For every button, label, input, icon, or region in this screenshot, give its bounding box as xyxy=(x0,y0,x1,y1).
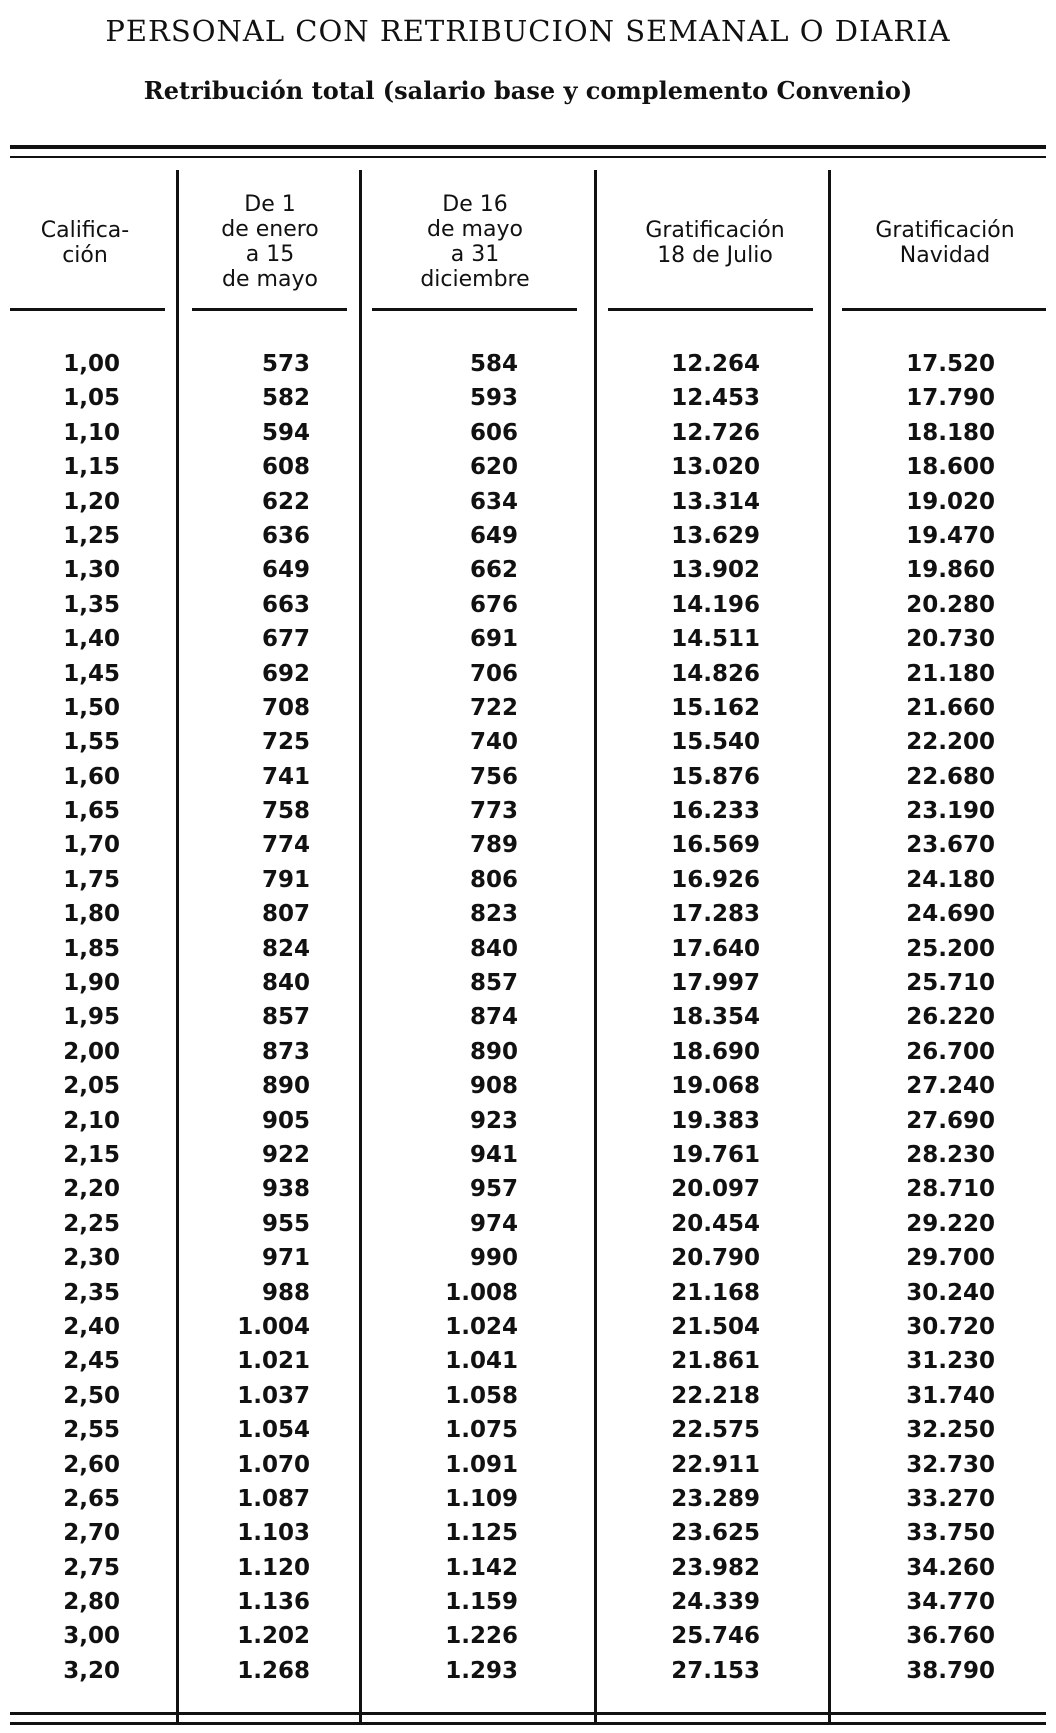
gratificacion-navidad-cell: 17.520 xyxy=(906,351,995,377)
gratificacion-navidad-cell: 24.690 xyxy=(906,901,995,928)
calificacion-cell: 1,70 xyxy=(63,832,120,859)
mayo-diciembre-cell: 789 xyxy=(469,832,518,859)
gratificacion-navidad-cell: 33.270 xyxy=(906,1485,995,1512)
calificacion-cell: 2,55 xyxy=(63,1417,120,1444)
gratificacion-navidad-cell: 22.200 xyxy=(906,729,995,756)
gratificacion-navidad-cell: 19.860 xyxy=(906,557,995,584)
gratificacion-navidad-cell: 25.710 xyxy=(906,970,995,997)
mayo-diciembre-cell: 1.142 xyxy=(445,1554,518,1581)
gratificacion-navidad-cell: 26.700 xyxy=(906,1038,995,1065)
gratificacion-julio-cell: 16.569 xyxy=(671,832,760,859)
table-row xyxy=(0,381,1056,415)
enero-mayo-cell: 774 xyxy=(261,832,310,859)
gratificacion-navidad-cell: 34.770 xyxy=(906,1589,995,1616)
enero-mayo-cell: 938 xyxy=(261,1176,310,1203)
mayo-diciembre-cell: 1.125 xyxy=(445,1520,518,1547)
table-row xyxy=(0,1585,1056,1619)
gratificacion-julio-cell: 19.068 xyxy=(671,1073,760,1100)
mayo-diciembre-cell: 806 xyxy=(469,866,518,893)
table-row xyxy=(0,1619,1056,1653)
mayo-diciembre-cell: 1.226 xyxy=(445,1623,518,1650)
mayo-diciembre-cell: 649 xyxy=(469,522,518,549)
gratificacion-navidad-cell: 26.220 xyxy=(906,1004,995,1031)
page-subtitle: Retribución total (salario base y complemento Convenio) xyxy=(143,76,913,105)
mayo-diciembre-cell: 1.075 xyxy=(445,1417,518,1444)
header-underline-col3 xyxy=(372,308,577,311)
enero-mayo-cell: 758 xyxy=(261,798,310,825)
enero-mayo-cell: 1.021 xyxy=(237,1348,310,1375)
enero-mayo-cell: 573 xyxy=(261,351,310,377)
calificacion-cell: 2,15 xyxy=(63,1141,120,1168)
mayo-diciembre-cell: 957 xyxy=(469,1176,518,1203)
gratificacion-navidad-cell: 32.250 xyxy=(906,1417,995,1444)
table-row xyxy=(0,1276,1056,1310)
enero-mayo-cell: 649 xyxy=(261,557,310,584)
table-row xyxy=(0,1000,1056,1034)
calificacion-cell: 1,95 xyxy=(63,1004,120,1031)
table-row xyxy=(0,1310,1056,1344)
calificacion-cell: 1,75 xyxy=(63,866,120,893)
calificacion-cell: 1,45 xyxy=(63,660,120,687)
mayo-diciembre-cell: 1.091 xyxy=(445,1451,518,1478)
gratificacion-julio-cell: 16.926 xyxy=(671,866,760,893)
enero-mayo-cell: 708 xyxy=(261,694,310,721)
table-row xyxy=(0,1448,1056,1482)
gratificacion-navidad-cell: 30.720 xyxy=(906,1313,995,1340)
calificacion-cell: 2,75 xyxy=(63,1554,120,1581)
mayo-diciembre-cell: 634 xyxy=(469,488,518,515)
table-row xyxy=(0,588,1056,622)
mayo-diciembre-cell: 941 xyxy=(469,1141,518,1168)
header-underline-col2 xyxy=(192,308,347,311)
table-row xyxy=(0,897,1056,931)
table-row xyxy=(0,553,1056,587)
gratificacion-navidad-cell: 19.020 xyxy=(906,488,995,515)
gratificacion-julio-cell: 13.020 xyxy=(671,454,760,481)
calificacion-cell: 1,20 xyxy=(63,488,120,515)
mayo-diciembre-cell: 584 xyxy=(469,351,518,377)
table-row xyxy=(0,519,1056,553)
gratificacion-julio-cell: 14.826 xyxy=(671,660,760,687)
gratificacion-julio-cell: 22.575 xyxy=(671,1417,760,1444)
table-row xyxy=(0,1482,1056,1516)
gratificacion-navidad-cell: 18.180 xyxy=(906,419,995,446)
mayo-diciembre-cell: 990 xyxy=(469,1245,518,1272)
enero-mayo-cell: 857 xyxy=(261,1004,310,1031)
enero-mayo-cell: 971 xyxy=(261,1245,310,1272)
enero-mayo-cell: 840 xyxy=(261,970,310,997)
enero-mayo-cell: 1.087 xyxy=(237,1485,310,1512)
mayo-diciembre-cell: 676 xyxy=(469,591,518,618)
enero-mayo-cell: 905 xyxy=(261,1107,310,1134)
table-row xyxy=(0,1413,1056,1447)
table-row xyxy=(0,1138,1056,1172)
gratificacion-julio-cell: 12.453 xyxy=(671,385,760,412)
enero-mayo-cell: 890 xyxy=(261,1073,310,1100)
gratificacion-julio-cell: 19.383 xyxy=(671,1107,760,1134)
gratificacion-navidad-cell: 20.730 xyxy=(906,626,995,653)
header-underline-col4 xyxy=(608,308,813,311)
gratificacion-julio-cell: 15.162 xyxy=(671,694,760,721)
gratificacion-julio-cell: 17.997 xyxy=(671,970,760,997)
mayo-diciembre-cell: 1.041 xyxy=(445,1348,518,1375)
gratificacion-navidad-cell: 21.180 xyxy=(906,660,995,687)
calificacion-cell: 2,00 xyxy=(63,1038,120,1065)
table-row xyxy=(0,828,1056,862)
gratificacion-navidad-cell: 31.230 xyxy=(906,1348,995,1375)
mayo-diciembre-cell: 974 xyxy=(469,1210,518,1237)
mayo-diciembre-cell: 823 xyxy=(469,901,518,928)
gratificacion-navidad-cell: 22.680 xyxy=(906,763,995,790)
table-row xyxy=(0,1344,1056,1378)
gratificacion-julio-cell: 25.746 xyxy=(671,1623,760,1650)
gratificacion-navidad-cell: 25.200 xyxy=(906,935,995,962)
enero-mayo-cell: 807 xyxy=(261,901,310,928)
gratificacion-julio-cell: 14.196 xyxy=(671,591,760,618)
enero-mayo-cell: 922 xyxy=(261,1141,310,1168)
enero-mayo-cell: 1.054 xyxy=(237,1417,310,1444)
table-row xyxy=(0,622,1056,656)
enero-mayo-cell: 1.103 xyxy=(237,1520,310,1547)
mayo-diciembre-cell: 756 xyxy=(469,763,518,790)
calificacion-cell: 1,80 xyxy=(63,901,120,928)
enero-mayo-cell: 791 xyxy=(261,866,310,893)
calificacion-cell: 1,05 xyxy=(63,385,120,412)
gratificacion-julio-cell: 20.454 xyxy=(671,1210,760,1237)
gratificacion-navidad-cell: 20.280 xyxy=(906,591,995,618)
gratificacion-julio-cell: 18.690 xyxy=(671,1038,760,1065)
gratificacion-julio-cell: 21.504 xyxy=(671,1313,760,1340)
mayo-diciembre-cell: 857 xyxy=(469,970,518,997)
mayo-diciembre-cell: 1.024 xyxy=(445,1313,518,1340)
header-gratificacion-julio: Gratificación 18 de Julio xyxy=(645,218,785,268)
table-row xyxy=(0,691,1056,725)
gratificacion-julio-cell: 12.726 xyxy=(671,419,760,446)
gratificacion-navidad-cell: 30.240 xyxy=(906,1279,995,1306)
enero-mayo-cell: 824 xyxy=(261,935,310,962)
gratificacion-julio-cell: 22.911 xyxy=(671,1451,760,1478)
table-row xyxy=(0,1104,1056,1138)
gratificacion-navidad-cell: 36.760 xyxy=(906,1623,995,1650)
enero-mayo-cell: 608 xyxy=(261,454,310,481)
calificacion-cell: 3,00 xyxy=(63,1623,120,1650)
gratificacion-navidad-cell: 32.730 xyxy=(906,1451,995,1478)
header-mayo-diciembre: De 16 de mayo a 31 diciembre xyxy=(420,192,530,292)
gratificacion-julio-cell: 15.876 xyxy=(671,763,760,790)
table-row xyxy=(0,794,1056,828)
table-row xyxy=(0,932,1056,966)
calificacion-cell: 1,55 xyxy=(63,729,120,756)
enero-mayo-cell: 1.070 xyxy=(237,1451,310,1478)
calificacion-cell: 2,60 xyxy=(63,1451,120,1478)
table-row xyxy=(0,485,1056,519)
mayo-diciembre-cell: 1.293 xyxy=(445,1657,518,1684)
table-row xyxy=(0,1069,1056,1103)
calificacion-cell: 2,50 xyxy=(63,1382,120,1409)
mayo-diciembre-cell: 773 xyxy=(469,798,518,825)
gratificacion-julio-cell: 17.640 xyxy=(671,935,760,962)
table-body xyxy=(0,347,1056,1688)
gratificacion-julio-cell: 27.153 xyxy=(671,1657,760,1684)
gratificacion-julio-cell: 23.982 xyxy=(671,1554,760,1581)
table-row xyxy=(0,1551,1056,1585)
mayo-diciembre-cell: 593 xyxy=(469,385,518,412)
gratificacion-julio-cell: 20.097 xyxy=(671,1176,760,1203)
gratificacion-julio-cell: 14.511 xyxy=(671,626,760,653)
gratificacion-julio-cell: 13.902 xyxy=(671,557,760,584)
table-row xyxy=(0,450,1056,484)
enero-mayo-cell: 1.037 xyxy=(237,1382,310,1409)
header-underline-col1 xyxy=(10,308,165,311)
gratificacion-navidad-cell: 31.740 xyxy=(906,1382,995,1409)
mayo-diciembre-cell: 691 xyxy=(469,626,518,653)
gratificacion-julio-cell: 16.233 xyxy=(671,798,760,825)
enero-mayo-cell: 622 xyxy=(261,488,310,515)
table-row xyxy=(0,1207,1056,1241)
table-row xyxy=(0,1516,1056,1550)
bottom-double-rule-lower xyxy=(10,1722,1046,1725)
enero-mayo-cell: 1.120 xyxy=(237,1554,310,1581)
table-row xyxy=(0,966,1056,1000)
calificacion-cell: 3,20 xyxy=(63,1657,120,1684)
enero-mayo-cell: 1.004 xyxy=(237,1313,310,1340)
top-double-rule-lower xyxy=(10,156,1046,158)
calificacion-cell: 2,45 xyxy=(63,1348,120,1375)
mayo-diciembre-cell: 908 xyxy=(469,1073,518,1100)
header-gratificacion-navidad: Gratificación Navidad xyxy=(875,218,1015,268)
calificacion-cell: 2,10 xyxy=(63,1107,120,1134)
mayo-diciembre-cell: 1.008 xyxy=(445,1279,518,1306)
gratificacion-julio-cell: 13.314 xyxy=(671,488,760,515)
table-row xyxy=(0,863,1056,897)
table-row xyxy=(0,1172,1056,1206)
table-row xyxy=(0,1379,1056,1413)
table-row xyxy=(0,725,1056,759)
calificacion-cell: 1,00 xyxy=(63,351,120,377)
gratificacion-navidad-cell: 17.790 xyxy=(906,385,995,412)
enero-mayo-cell: 955 xyxy=(261,1210,310,1237)
gratificacion-julio-cell: 13.629 xyxy=(671,522,760,549)
gratificacion-navidad-cell: 28.710 xyxy=(906,1176,995,1203)
calificacion-cell: 2,70 xyxy=(63,1520,120,1547)
gratificacion-julio-cell: 21.168 xyxy=(671,1279,760,1306)
calificacion-cell: 1,10 xyxy=(63,419,120,446)
gratificacion-navidad-cell: 28.230 xyxy=(906,1141,995,1168)
calificacion-cell: 1,25 xyxy=(63,522,120,549)
enero-mayo-cell: 582 xyxy=(261,385,310,412)
enero-mayo-cell: 594 xyxy=(261,419,310,446)
top-double-rule-upper xyxy=(10,145,1046,149)
mayo-diciembre-cell: 890 xyxy=(469,1038,518,1065)
gratificacion-navidad-cell: 38.790 xyxy=(906,1657,995,1684)
header-enero-mayo: De 1 de enero a 15 de mayo xyxy=(221,192,319,292)
gratificacion-navidad-cell: 33.750 xyxy=(906,1520,995,1547)
gratificacion-navidad-cell: 24.180 xyxy=(906,866,995,893)
enero-mayo-cell: 1.202 xyxy=(237,1623,310,1650)
enero-mayo-cell: 988 xyxy=(261,1279,310,1306)
table-row xyxy=(0,416,1056,450)
gratificacion-navidad-cell: 29.220 xyxy=(906,1210,995,1237)
gratificacion-navidad-cell: 23.190 xyxy=(906,798,995,825)
mayo-diciembre-cell: 722 xyxy=(469,694,518,721)
enero-mayo-cell: 636 xyxy=(261,522,310,549)
gratificacion-julio-cell: 17.283 xyxy=(671,901,760,928)
mayo-diciembre-cell: 1.159 xyxy=(445,1589,518,1616)
gratificacion-julio-cell: 21.861 xyxy=(671,1348,760,1375)
gratificacion-julio-cell: 18.354 xyxy=(671,1004,760,1031)
calificacion-cell: 2,35 xyxy=(63,1279,120,1306)
calificacion-cell: 1,60 xyxy=(63,763,120,790)
table-row xyxy=(0,1654,1056,1688)
gratificacion-julio-cell: 23.289 xyxy=(671,1485,760,1512)
table-row xyxy=(0,347,1056,381)
table-row xyxy=(0,760,1056,794)
calificacion-cell: 2,65 xyxy=(63,1485,120,1512)
mayo-diciembre-cell: 1.109 xyxy=(445,1485,518,1512)
gratificacion-julio-cell: 19.761 xyxy=(671,1141,760,1168)
mayo-diciembre-cell: 662 xyxy=(469,557,518,584)
calificacion-cell: 2,20 xyxy=(63,1176,120,1203)
enero-mayo-cell: 1.268 xyxy=(237,1657,310,1684)
gratificacion-navidad-cell: 23.670 xyxy=(906,832,995,859)
enero-mayo-cell: 873 xyxy=(261,1038,310,1065)
gratificacion-navidad-cell: 27.240 xyxy=(906,1073,995,1100)
mayo-diciembre-cell: 706 xyxy=(469,660,518,687)
mayo-diciembre-cell: 874 xyxy=(469,1004,518,1031)
gratificacion-julio-cell: 22.218 xyxy=(671,1382,760,1409)
table-row xyxy=(0,1035,1056,1069)
calificacion-cell: 1,90 xyxy=(63,970,120,997)
enero-mayo-cell: 677 xyxy=(261,626,310,653)
calificacion-cell: 1,35 xyxy=(63,591,120,618)
mayo-diciembre-cell: 1.058 xyxy=(445,1382,518,1409)
calificacion-cell: 1,40 xyxy=(63,626,120,653)
gratificacion-navidad-cell: 34.260 xyxy=(906,1554,995,1581)
enero-mayo-cell: 725 xyxy=(261,729,310,756)
calificacion-cell: 1,50 xyxy=(63,694,120,721)
mayo-diciembre-cell: 620 xyxy=(469,454,518,481)
mayo-diciembre-cell: 740 xyxy=(469,729,518,756)
calificacion-cell: 1,85 xyxy=(63,935,120,962)
enero-mayo-cell: 1.136 xyxy=(237,1589,310,1616)
calificacion-cell: 2,25 xyxy=(63,1210,120,1237)
calificacion-cell: 2,80 xyxy=(63,1589,120,1616)
gratificacion-navidad-cell: 21.660 xyxy=(906,694,995,721)
gratificacion-julio-cell: 24.339 xyxy=(671,1589,760,1616)
enero-mayo-cell: 692 xyxy=(261,660,310,687)
gratificacion-julio-cell: 23.625 xyxy=(671,1520,760,1547)
header-calificacion: Califica- ción xyxy=(40,218,130,268)
gratificacion-julio-cell: 20.790 xyxy=(671,1245,760,1272)
bottom-double-rule-upper xyxy=(10,1712,1046,1715)
page-title: PERSONAL CON RETRIBUCION SEMANAL O DIARIA xyxy=(105,14,951,48)
calificacion-cell: 1,15 xyxy=(63,454,120,481)
gratificacion-navidad-cell: 29.700 xyxy=(906,1245,995,1272)
gratificacion-julio-cell: 15.540 xyxy=(671,729,760,756)
gratificacion-navidad-cell: 18.600 xyxy=(906,454,995,481)
mayo-diciembre-cell: 606 xyxy=(469,419,518,446)
calificacion-cell: 2,30 xyxy=(63,1245,120,1272)
header-underline-col5 xyxy=(842,308,1046,311)
gratificacion-navidad-cell: 27.690 xyxy=(906,1107,995,1134)
gratificacion-julio-cell: 12.264 xyxy=(671,351,760,377)
enero-mayo-cell: 663 xyxy=(261,591,310,618)
calificacion-cell: 2,40 xyxy=(63,1313,120,1340)
mayo-diciembre-cell: 923 xyxy=(469,1107,518,1134)
table-row xyxy=(0,1241,1056,1275)
calificacion-cell: 1,30 xyxy=(63,557,120,584)
calificacion-cell: 1,65 xyxy=(63,798,120,825)
calificacion-cell: 2,05 xyxy=(63,1073,120,1100)
mayo-diciembre-cell: 840 xyxy=(469,935,518,962)
gratificacion-navidad-cell: 19.470 xyxy=(906,522,995,549)
table-row xyxy=(0,657,1056,691)
enero-mayo-cell: 741 xyxy=(261,763,310,790)
